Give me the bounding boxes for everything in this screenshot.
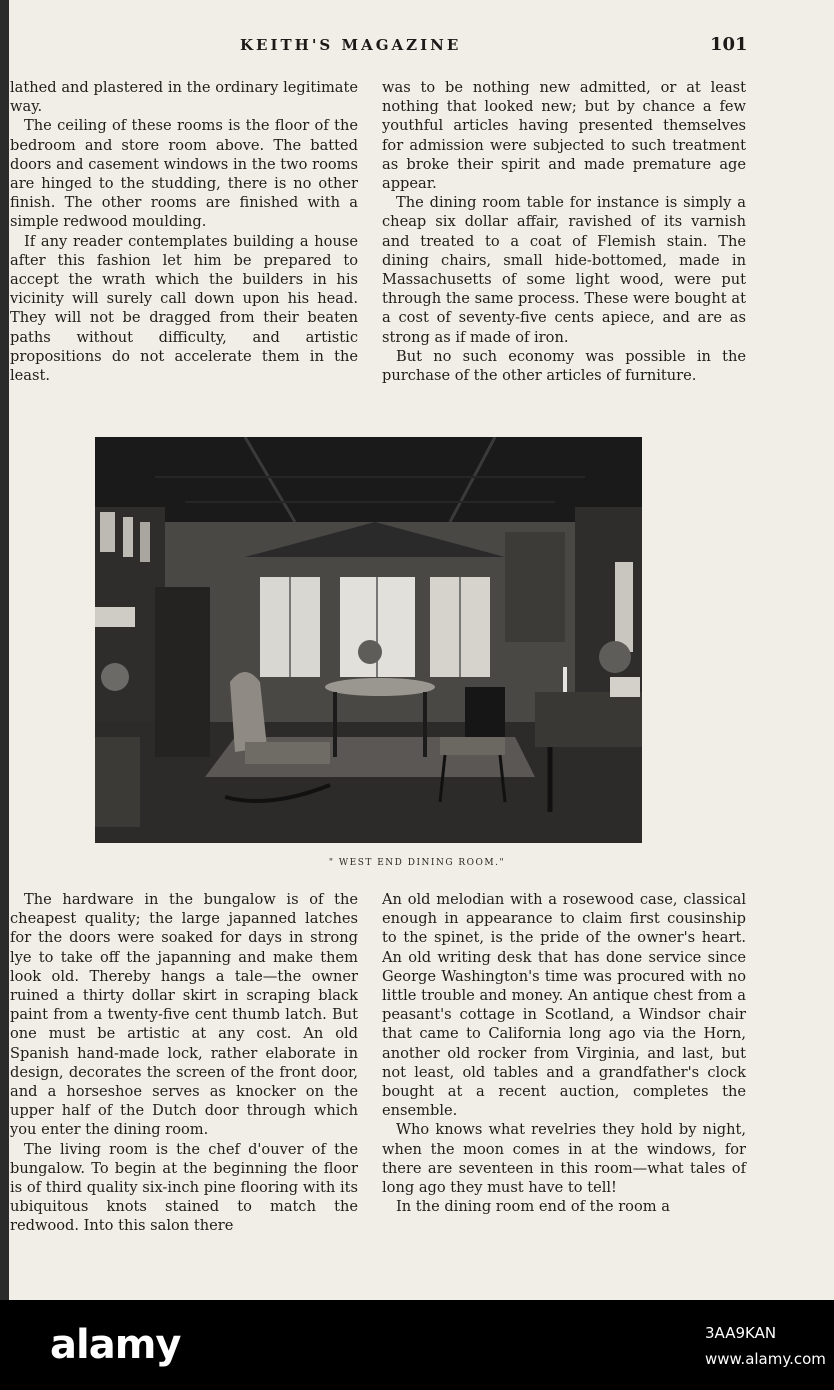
paragraph: was to be nothing new admitted, or at least nothing that looked new; but by chance a few youthful articles having presented themselves for admission were subjected to such treatment as broke their spirit and made premature age appear. (382, 79, 746, 193)
footer-url: www.alamy.com (705, 1350, 826, 1368)
column-bottom-right (382, 890, 746, 1216)
stock-footer-bar (0, 1300, 834, 1390)
magazine-title: KEITH'S MAGAZINE (240, 36, 462, 54)
paragraph: The living room is the chef d'ouver of the bungalow. To begin at the beginning the floor is of third quality six-inch pine flooring with its ubiquitous knots stained to match the redwood. Into this salon there (10, 1140, 358, 1235)
paragraph: The hardware in the bungalow is of the cheapest quality; the large japanned latches for the doors were soaked for days in strong lye to take off the japanning and make them look old. Thereby hangs a tale—the owner ruined a thirty dollar skirt in scraping black paint from a twenty-five cent thumb latch. But one must be artistic at any cost. An old Spanish hand-made lock, rather elaborate in design, decorates the screen of the front door, and a horseshoe serves as knocker on the upper half of the Dutch door through which you enter the dining room. (10, 891, 358, 1139)
column-bottom-left (10, 890, 358, 1236)
paragraph: lathed and plastered in the ordinary legitimate way. (10, 79, 358, 116)
image-id: 3AA9KAN (705, 1324, 777, 1342)
paragraph: The ceiling of these rooms is the floor of the bedroom and store room above. The batted doors and casement windows in the two rooms are hinged to the studding, there is no other finish. The other rooms are finished with a simple redwood moulding. (10, 117, 358, 231)
column-top-left (10, 78, 358, 385)
scan-edge (0, 0, 9, 1300)
paragraph: An old melodian with a rosewood case, classical enough in appearance to claim first cousinship to the spinet, is the pride of the owner's heart. An old writing desk that has done service since George Washington's time was procured with no little trouble and money. An antique chest from a peasant's cottage in Scotland, a Windsor chair that came to California long ago via the Horn, another old rocker from Virginia, and last, but not least, old tables and a grandfather's clock bought at a recent auction, completes the ensemble. (382, 891, 746, 1120)
paragraph: Who knows what revelries they hold by night, when the moon comes in at the windows, for there are seventeen in this room—what tales of long ago they must have to tell! (382, 1121, 746, 1197)
paragraph: The dining room table for instance is simply a cheap six dollar affair, ravished of its varnish and treated to a coat of Flemish stain. The dining chairs, small hide-bottomed, made in Massachusetts of some light wood, were put through the same process. These were bought at a cost of seventy-five cents apiece, and are as strong as if made of iron. (382, 194, 746, 346)
paragraph: If any reader contemplates building a house after this fashion let him be prepared to accept the wrath which the builders in his vicinity will surely call down upon his head. They will not be dragged from their beaten paths without difficulty, and artistic propositions do not accelerate them in the least. (10, 232, 358, 385)
paragraph: But no such economy was possible in the purchase of the other articles of furniture. (382, 347, 746, 385)
running-head (0, 34, 834, 58)
dining-room-photo (95, 437, 642, 843)
column-top-right (382, 78, 746, 385)
brand-logo: alamy (50, 1322, 181, 1368)
figure-caption: " WEST END DINING ROOM." (328, 858, 506, 868)
paragraph: In the dining room end of the room a (396, 1198, 670, 1216)
page-number: 101 (710, 34, 748, 55)
